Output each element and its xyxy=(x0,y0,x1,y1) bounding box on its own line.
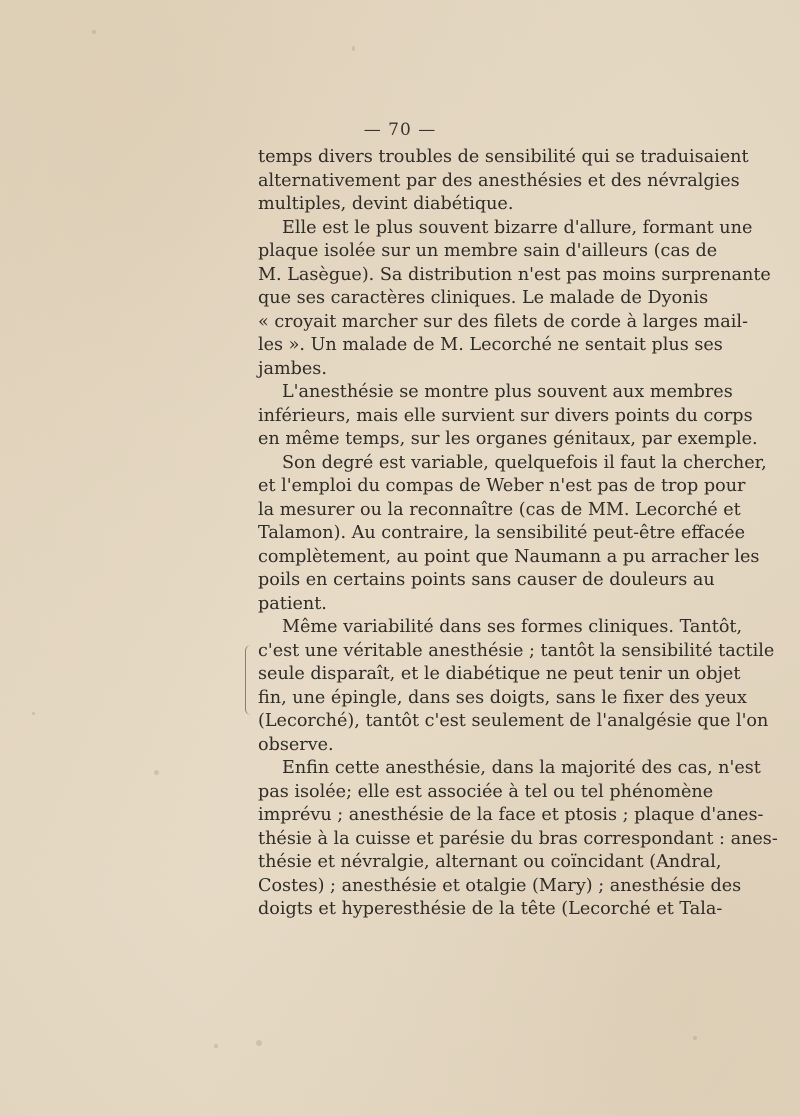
text-line: pas isolée; elle est associée à tel ou tel phénomène xyxy=(258,781,714,802)
margin-mark xyxy=(245,645,252,715)
text-line: temps divers troubles de sensibilité qui se traduisaient xyxy=(258,147,749,167)
text-line: thésie à la cuisse et parésie du bras correspondant : anes- xyxy=(258,828,778,849)
text-line: fin, une épingle, dans ses doigts, sans le fixer des yeux xyxy=(258,687,747,708)
text-line: (Lecorché), tantôt c'est seulement de l'analgésie que l'on xyxy=(258,711,769,731)
paper-stain xyxy=(32,712,35,715)
text-line: L'anesthésie se montre plus souvent aux membres xyxy=(282,382,733,402)
text-line: thésie et névralgie, alternant ou coïncidant (Andral, xyxy=(258,852,722,872)
text-line: M. Lasègue). Sa distribution n'est pas moins surprenante xyxy=(258,264,771,285)
text-line: « croyait marcher sur des filets de corde à larges mail- xyxy=(258,311,748,332)
text-line: multiples, devint diabétique. xyxy=(258,194,514,214)
paper-stain xyxy=(214,1044,218,1048)
text-line: que ses caractères cliniques. Le malade de Dyonis xyxy=(258,288,709,308)
page-number: — 70 — xyxy=(363,120,437,140)
text-line: les ». Un malade de M. Lecorché ne sentait plus ses xyxy=(258,335,723,355)
text-line: Talamon). Au contraire, la sensibilité peut-être effacée xyxy=(258,523,745,543)
paper-stain xyxy=(154,770,159,775)
text-line: la mesurer ou la reconnaître (cas de MM. Lecorché et xyxy=(258,499,741,520)
text-line: et l'emploi du compas de Weber n'est pas de trop pour xyxy=(258,476,746,496)
text-line: en même temps, sur les organes génitaux, par exemple. xyxy=(258,429,758,449)
text-line: imprévu ; anesthésie de la face et ptosis ; plaque d'anes- xyxy=(258,805,764,825)
text-line: Son degré est variable, quelquefois il faut la chercher, xyxy=(282,452,767,473)
text-line: Elle est le plus souvent bizarre d'allure, formant une xyxy=(282,217,753,238)
text-line: Costes) ; anesthésie et otalgie (Mary) ; anesthésie des xyxy=(258,875,742,896)
text-line: jambes. xyxy=(258,358,327,379)
text-line: seule disparaît, et le diabétique ne peut tenir un objet xyxy=(258,664,741,684)
paper-stain xyxy=(92,30,96,34)
text-line: patient. xyxy=(258,593,327,614)
text-line: Enfin cette anesthésie, dans la majorité des cas, n'est xyxy=(282,758,761,778)
text-line: doigts et hyperesthésie de la tête (Lecorché et Tala- xyxy=(258,899,723,919)
text-line: complètement, au point que Naumann a pu arracher les xyxy=(258,546,760,567)
text-line: poils en certains points sans causer de douleurs au xyxy=(258,570,715,590)
text-line: inférieurs, mais elle survient sur divers points du corps xyxy=(258,405,753,426)
paper-stain xyxy=(256,1040,262,1046)
text-line: plaque isolée sur un membre sain d'ailleurs (cas de xyxy=(258,241,718,261)
text-line: Même variabilité dans ses formes cliniques. Tantôt, xyxy=(282,617,743,637)
text-line: c'est une véritable anesthésie ; tantôt la sensibilité tactile xyxy=(258,640,775,661)
text-line: observe. xyxy=(258,734,334,755)
paper-stain xyxy=(693,1036,697,1040)
body-text xyxy=(258,146,778,922)
paper-stain xyxy=(352,46,355,51)
text-line: alternativement par des anesthésies et des névralgies xyxy=(258,170,740,191)
